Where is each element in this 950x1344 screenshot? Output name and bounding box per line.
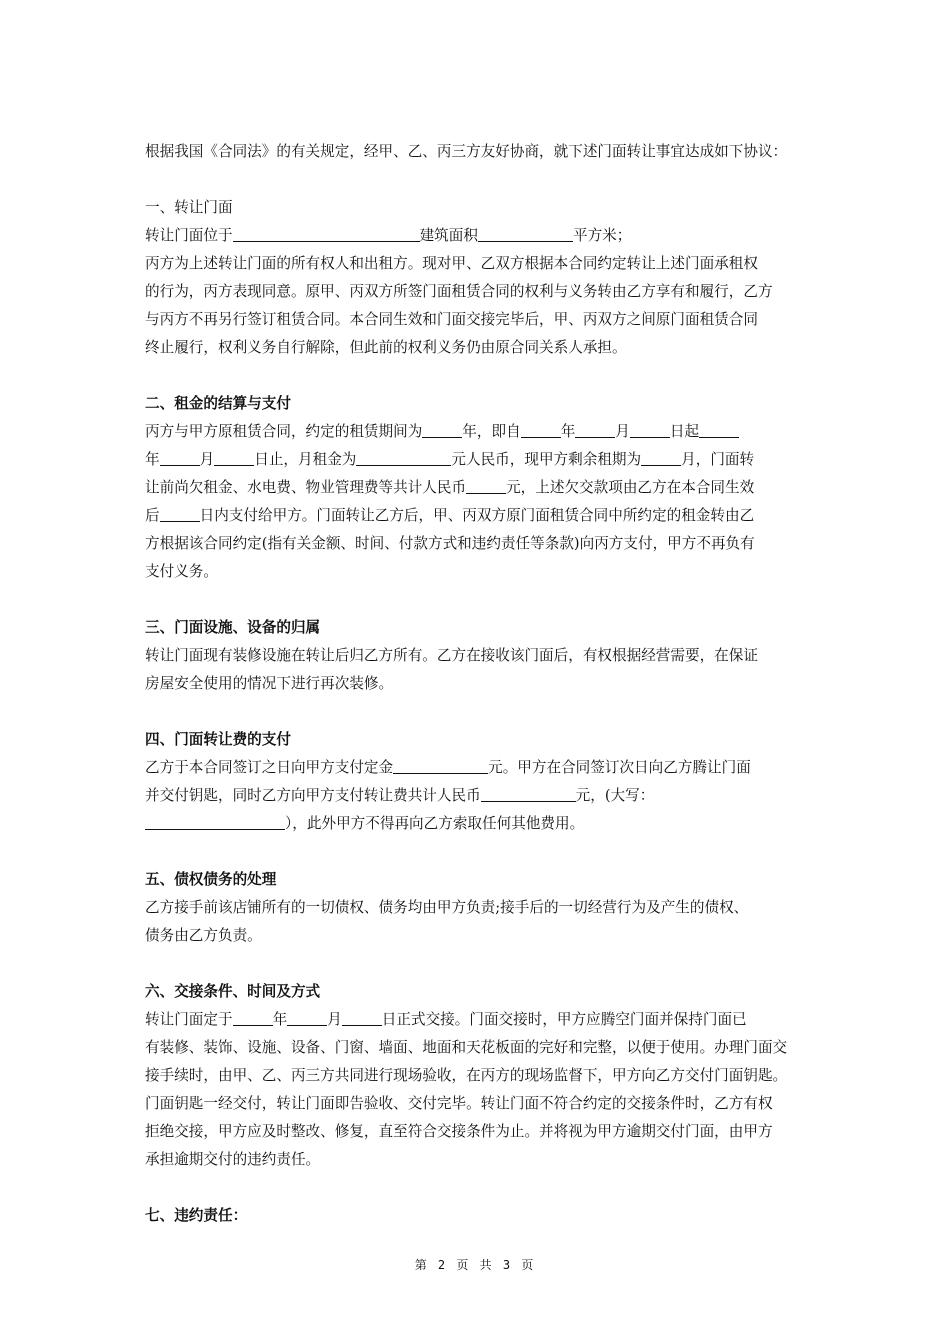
section-1-title: 一、转让门面 (145, 199, 233, 216)
payment-days-blank[interactable] (160, 505, 200, 522)
section-6-line-1: 转让门面定于 年 月 日正式交接。门面交接时，甲方应腾空门面并保持门面已 (145, 1011, 747, 1028)
section-3-line: 房屋安全使用的情况下进行再次装修。 (145, 675, 394, 692)
arrears-blank[interactable] (466, 477, 506, 494)
document-page (145, 138, 810, 1230)
section-5-line: 乙方接手前该店铺所有的一切债权、债务均由甲方负责;接手后的一切经营行为及产生的债权、 (145, 899, 749, 916)
section-2-line-2: 年 月 日止，月租金为 元人民币，现甲方剩余租期为 月，门面转 (145, 451, 755, 468)
remaining-months-blank[interactable] (641, 449, 681, 466)
section-4-line-2: 并交付钥匙，同时乙方向甲方支付转让费共计人民币 元，(大写： (145, 787, 655, 804)
section-6-line: 承担逾期交付的违约责任。 (145, 1151, 321, 1168)
section-2-line-3: 让前尚欠租金、水电费、物业管理费等共计人民币 元，上述欠交款项由乙方在本合同生效 (145, 479, 755, 496)
monthly-rent-blank[interactable] (356, 449, 451, 466)
section-6-line: 拒绝交接，甲方应及时整改、修复，直至符合交接条件为止。并将视为甲方逾期交付门面，由甲方 (145, 1123, 773, 1140)
section-1-line: 的行为，丙方表现同意。原甲、丙双方所签门面租赁合同的权利与义务转由乙方享有和履行，乙方 (145, 283, 773, 300)
section-1-line: 终止履行，权利义务自行解除，但此前的权利义务仍由原合同关系人承担。 (145, 339, 627, 356)
section-5-line: 债务由乙方负责。 (145, 927, 262, 944)
end-year-blank[interactable] (699, 421, 739, 438)
section-4-line-3: ），此外甲方不得再向乙方索取任何其他费用。 (145, 810, 810, 838)
section-3-title: 三、门面设施、设备的归属 (145, 619, 321, 636)
section-3-line: 转让门面现有装修设施在转让后归乙方所有。乙方在接收该门面后，有权根据经营需要，在保证 (145, 647, 758, 664)
section-7-title: 七、违约责任： (145, 1207, 248, 1224)
section-2-line-1: 丙方与甲方原租赁合同，约定的租赁期间为 年，即自 年 月 日起 (145, 418, 810, 446)
location-blank[interactable] (233, 225, 420, 242)
section-1-line: 丙方为上述转让门面的所有权人和出租方。现对甲、乙双方根据本合同约定转让上述门面承租权 (145, 255, 758, 272)
deposit-blank[interactable] (393, 757, 488, 774)
start-year-blank[interactable] (521, 421, 561, 438)
end-day-blank[interactable] (214, 449, 254, 466)
fee-in-words-blank[interactable] (145, 813, 285, 830)
section-1-line-1: 转让门面位于 建筑面积 平方米； (145, 227, 632, 244)
section-6-line: 有装修、装饰、设施、设备、门窗、墙面、地面和天花板面的完好和完整，以便于使用。办理门面交 (145, 1039, 788, 1056)
section-2-line-6: 支付义务。 (145, 563, 218, 580)
handover-year-blank[interactable] (233, 1009, 273, 1026)
end-month-blank[interactable] (160, 449, 200, 466)
section-2-title: 二、租金的结算与支付 (145, 395, 291, 412)
section-6-line: 门面钥匙一经交付，转让门面即告验收、交付完毕。转让门面不符合约定的交接条件时，乙方有权 (145, 1095, 773, 1112)
section-4-line-1: 乙方于本合同签订之日向甲方支付定金 元。甲方在合同签订次日向乙方腾让门面 (145, 759, 751, 776)
handover-day-blank[interactable] (342, 1009, 382, 1026)
section-6-line: 接手续时，由甲、乙、丙三方共同进行现场验收，在丙方的现场监督下，甲方向乙方交付门面钥匙。 (145, 1067, 788, 1084)
intro-paragraph: 根据我国《合同法》的有关规定，经甲、乙、丙三方友好协商，就下述门面转让事宜达成如下协议： (145, 143, 788, 160)
transfer-fee-blank[interactable] (481, 785, 576, 802)
section-5-title: 五、债权债务的处理 (145, 871, 277, 888)
start-day-blank[interactable] (630, 421, 670, 438)
section-6-title: 六、交接条件、时间及方式 (145, 983, 321, 1000)
area-blank[interactable] (478, 225, 573, 242)
lease-years-blank[interactable] (422, 421, 462, 438)
start-month-blank[interactable] (575, 421, 615, 438)
page-footer: 第 2 页 共 3 页 (414, 1258, 536, 1272)
section-2-line-4: 后 日内支付给甲方。门面转让乙方后，甲、丙双方原门面租赁合同中所约定的租金转由乙 (145, 507, 755, 524)
section-2-line-5: 方根据该合同约定(指有关金额、时间、付款方式和违约责任等条款)向丙方支付，甲方不再负有 (145, 535, 755, 552)
handover-month-blank[interactable] (287, 1009, 327, 1026)
section-1-line: 与丙方不再另行签订租赁合同。本合同生效和门面交接完毕后，甲、丙双方之间原门面租赁合同 (145, 311, 758, 328)
section-4-title: 四、门面转让费的支付 (145, 731, 291, 748)
